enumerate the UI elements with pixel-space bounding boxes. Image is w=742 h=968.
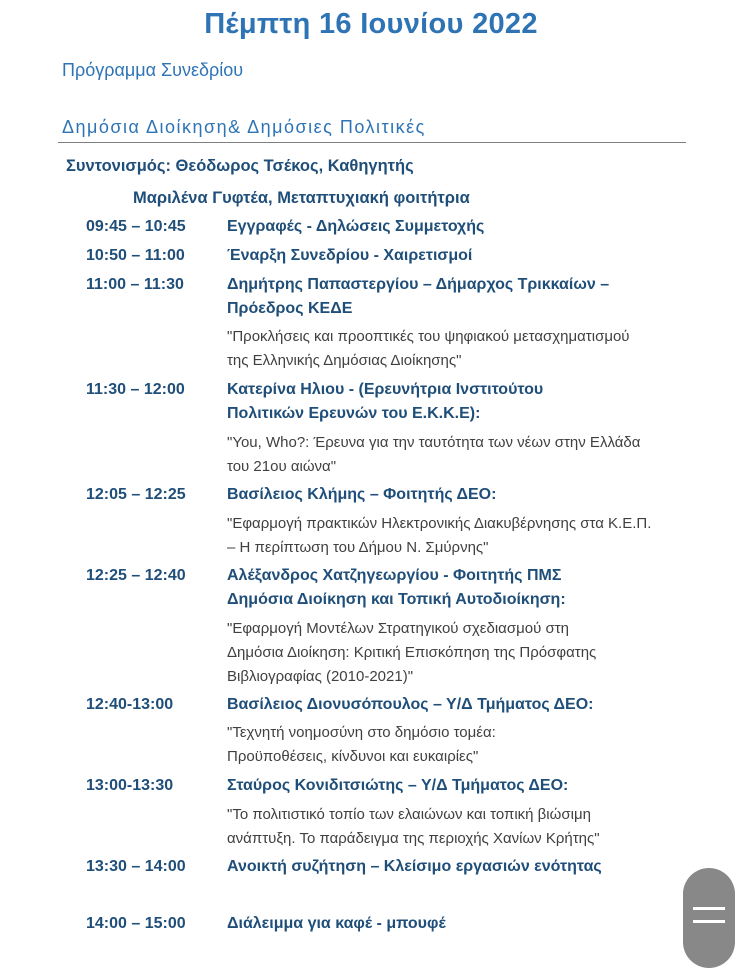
schedule-description: "Εφαρμογή Μοντέλων Στρατηγικού σχεδιασμού στη Δημόσια Διοίκηση: Κριτική Επισκόπηση της Πρόσφατης Βιβλιογραφίας (2010-2021)" xyxy=(227,620,597,685)
schedule-time: 12:40-13:00 xyxy=(86,696,174,713)
schedule-time: 09:45 – 10:45 xyxy=(86,218,186,235)
schedule-time: 14:00 – 15:00 xyxy=(86,915,186,932)
coordination-line-1: Συντονισμός: Θεόδωρος Τσέκος, Καθηγητής xyxy=(66,157,414,175)
schedule-description: "Τεχνητή νοημοσύνη στο δημόσιο τομέα: Προϋποθέσεις, κίνδυνοι και ευκαιρίες" xyxy=(227,724,496,765)
schedule-title: Έναρξη Συνεδρίου - Χαιρετισμοί xyxy=(227,247,473,264)
section-divider xyxy=(58,142,686,143)
schedule-time: 12:25 – 12:40 xyxy=(86,567,186,584)
schedule-description: "Προκλήσεις και προοπτικές του ψηφιακού μετασχηματισμού της Ελληνικής Δημόσιας Διοίκησης" xyxy=(227,328,630,369)
schedule-title: Ανοικτή συζήτηση – Κλείσιμο εργασιών ενότητας xyxy=(227,858,602,875)
schedule-title: Αλέξανδρος Χατζηγεωργίου - Φοιτητής ΠΜΣ Δημόσια Διοίκηση και Τοπική Αυτοδιοίκηση: xyxy=(227,567,566,608)
coordination-line-2: Μαριλένα Γυφτέα, Μεταπτυχιακή φοιτήτρια xyxy=(133,189,470,207)
menu-lines-icon-bar xyxy=(693,920,725,923)
schedule-title: Βασίλειος Κλήμης – Φοιτητής ΔΕΟ: xyxy=(227,486,497,503)
schedule-time: 13:00-13:30 xyxy=(86,777,174,794)
schedule-time: 11:00 – 11:30 xyxy=(86,276,184,293)
schedule-time: 13:30 – 14:00 xyxy=(86,858,186,875)
schedule-description: "Εφαρμογή πρακτικών Ηλεκτρονικής Διακυβέρνησης στα Κ.Ε.Π. – Η περίπτωση του Δήμου Ν. Σμύρνης" xyxy=(227,515,652,556)
schedule-title: Διάλειμμα για καφέ - μπουφέ xyxy=(227,915,446,932)
section-title: Δημόσια Διοίκηση& Δημόσιες Πολιτικές xyxy=(62,117,426,137)
schedule-description: "You, Who?: Έρευνα για την ταυτότητα των νέων στην Ελλάδα του 21ου αιώνα" xyxy=(227,434,641,475)
schedule-time: 10:50 – 11:00 xyxy=(86,247,185,264)
schedule-time: 12:05 – 12:25 xyxy=(86,486,186,503)
scroll-handle[interactable] xyxy=(683,868,735,968)
menu-lines-icon xyxy=(693,907,725,910)
schedule-title: Βασίλειος Διονυσόπουλος – Υ/Δ Τμήματος ΔΕΟ: xyxy=(227,696,594,713)
schedule-title: Εγγραφές - Δηλώσεις Συμμετοχής xyxy=(227,218,485,235)
schedule-description: "Το πολιτιστικό τοπίο των ελαιώνων και τοπική βιώσιμη ανάπτυξη. Το παράδειγμα της περιοχής Χανίων Κρήτης" xyxy=(227,806,600,847)
page-subtitle: Πρόγραμμα Συνεδρίου xyxy=(62,60,244,80)
schedule-title: Σταύρος Κονιδιτσιώτης – Υ/Δ Τμήματος ΔΕΟ: xyxy=(227,777,569,794)
schedule-title: Δημήτρης Παπαστεργίου – Δήμαρχος Τρικκαίων – Πρόεδρος ΚΕΔΕ xyxy=(227,276,610,317)
schedule-title: Κατερίνα Ηλιου - (Ερευνήτρια Ινστιτούτου Πολιτικών Ερευνών του Ε.Κ.Κ.Ε): xyxy=(227,381,544,422)
schedule-time: 11:30 – 12:00 xyxy=(86,381,185,398)
page-title: Πέμπτη 16 Ιουνίου 2022 xyxy=(204,8,538,40)
